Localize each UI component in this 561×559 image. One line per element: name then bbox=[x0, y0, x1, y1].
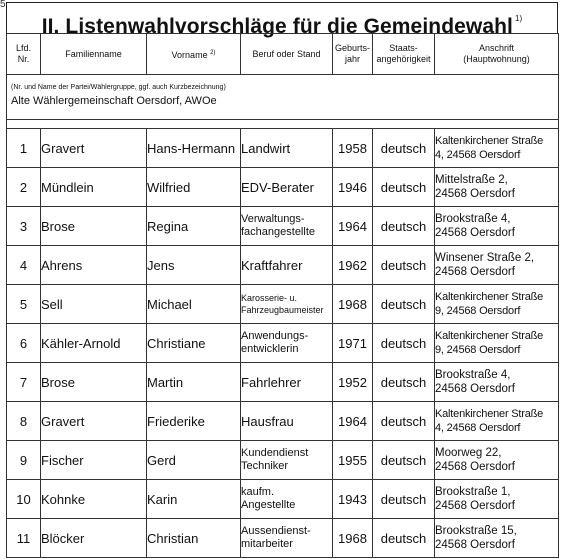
cell-familienname: Blöcker bbox=[41, 519, 147, 558]
cell-vorname: Martin bbox=[147, 363, 241, 402]
corner-mark: 5 bbox=[0, 0, 6, 10]
header-anschrift: Anschrift (Hauptwohnung) bbox=[435, 34, 559, 75]
cell-familienname: Kohnke bbox=[41, 480, 147, 519]
header-vorname: Vorname $^{2)}$ bbox=[147, 34, 241, 75]
cell-vorname: Friederike bbox=[147, 402, 241, 441]
table-row bbox=[7, 246, 559, 285]
cell-anschrift: Brookstraße 1, 24568 Oersdorf bbox=[435, 480, 559, 519]
cell-nr: 3 bbox=[7, 207, 41, 246]
candidate-table bbox=[6, 33, 559, 558]
header-lfd-nr: Lfd. Nr. bbox=[7, 34, 41, 75]
cell-staatsangehoerigkeit: deutsch bbox=[373, 168, 435, 207]
cell-geburtsjahr: 1958 bbox=[333, 129, 373, 168]
cell-vorname: Jens bbox=[147, 246, 241, 285]
table-row bbox=[7, 285, 559, 324]
cell-staatsangehoerigkeit: deutsch bbox=[373, 129, 435, 168]
cell-nr: 9 bbox=[7, 441, 41, 480]
cell-vorname: Wilfried bbox=[147, 168, 241, 207]
cell-beruf: Kundendienst Techniker bbox=[241, 441, 333, 480]
party-cell bbox=[7, 75, 559, 120]
cell-staatsangehoerigkeit: deutsch bbox=[373, 441, 435, 480]
cell-beruf: Karosserie- u. Fahrzeugbaumeister bbox=[241, 285, 333, 324]
cell-staatsangehoerigkeit: deutsch bbox=[373, 519, 435, 558]
cell-vorname: Gerd bbox=[147, 441, 241, 480]
header-geburtsjahr: Geburts- jahr bbox=[333, 34, 373, 75]
table-row bbox=[7, 363, 559, 402]
cell-anschrift: Kaltenkirchener Straße 4, 24568 Oersdorf bbox=[435, 129, 559, 168]
cell-anschrift: Kaltenkirchener Straße 9, 24568 Oersdorf bbox=[435, 324, 559, 363]
cell-geburtsjahr: 1943 bbox=[333, 480, 373, 519]
cell-beruf: Anwendungs- entwicklerin bbox=[241, 324, 333, 363]
spacer-row bbox=[7, 120, 559, 129]
cell-nr: 4 bbox=[7, 246, 41, 285]
cell-geburtsjahr: 1968 bbox=[333, 285, 373, 324]
table-row bbox=[7, 441, 559, 480]
cell-staatsangehoerigkeit: deutsch bbox=[373, 285, 435, 324]
party-hint: (Nr. und Name der Partei/Wählergruppe, ggf. auch Kurzbezeichnung) bbox=[11, 84, 226, 91]
cell-staatsangehoerigkeit: deutsch bbox=[373, 480, 435, 519]
cell-vorname: Christian bbox=[147, 519, 241, 558]
party-name: Alte Wählergemeinschaft Oersdorf, AWOe bbox=[11, 95, 217, 107]
cell-familienname: Fischer bbox=[41, 441, 147, 480]
cell-anschrift: Brookstraße 4, 24568 Oersdorf bbox=[435, 363, 559, 402]
cell-geburtsjahr: 1964 bbox=[333, 402, 373, 441]
cell-geburtsjahr: 1952 bbox=[333, 363, 373, 402]
cell-beruf: Landwirt bbox=[241, 129, 333, 168]
cell-beruf: Aussendienst- mitarbeiter bbox=[241, 519, 333, 558]
cell-anschrift: Winsener Straße 2, 24568 Oersdorf bbox=[435, 246, 559, 285]
cell-nr: 5 bbox=[7, 285, 41, 324]
table-row bbox=[7, 168, 559, 207]
cell-familienname: Gravert bbox=[41, 129, 147, 168]
table-row bbox=[7, 207, 559, 246]
party-row bbox=[7, 75, 559, 120]
header-beruf: Beruf oder Stand bbox=[241, 34, 333, 75]
cell-familienname: Brose bbox=[41, 207, 147, 246]
cell-nr: 8 bbox=[7, 402, 41, 441]
cell-familienname: Sell bbox=[41, 285, 147, 324]
cell-vorname: Christiane bbox=[147, 324, 241, 363]
header-staatsangehoerigkeit: Staats- angehörigkeit bbox=[373, 34, 435, 75]
cell-beruf: Hausfrau bbox=[241, 402, 333, 441]
cell-beruf: kaufm. Angestellte bbox=[241, 480, 333, 519]
cell-nr: 10 bbox=[7, 480, 41, 519]
cell-anschrift: Moorweg 22, 24568 Oersdorf bbox=[435, 441, 559, 480]
cell-familienname: Mündlein bbox=[41, 168, 147, 207]
cell-beruf: Verwaltungs- fachangestellte bbox=[241, 207, 333, 246]
table-row bbox=[7, 480, 559, 519]
table-row bbox=[7, 324, 559, 363]
cell-staatsangehoerigkeit: deutsch bbox=[373, 402, 435, 441]
cell-geburtsjahr: 1946 bbox=[333, 168, 373, 207]
cell-anschrift: Brookstraße 15, 24568 Oersdorf bbox=[435, 519, 559, 558]
cell-staatsangehoerigkeit: deutsch bbox=[373, 207, 435, 246]
cell-nr: 7 bbox=[7, 363, 41, 402]
cell-anschrift: Mittelstraße 2, 24568 Oersdorf bbox=[435, 168, 559, 207]
cell-geburtsjahr: 1962 bbox=[333, 246, 373, 285]
cell-vorname: Michael bbox=[147, 285, 241, 324]
cell-nr: 1 bbox=[7, 129, 41, 168]
cell-beruf: Fahrlehrer bbox=[241, 363, 333, 402]
table-row bbox=[7, 402, 559, 441]
title-footnote: 1) bbox=[514, 14, 523, 23]
cell-anschrift: Kaltenkirchener Straße 9, 24568 Oersdorf bbox=[435, 285, 559, 324]
cell-beruf: EDV-Berater bbox=[241, 168, 333, 207]
cell-vorname: Karin bbox=[147, 480, 241, 519]
cell-staatsangehoerigkeit: deutsch bbox=[373, 363, 435, 402]
cell-familienname: Ahrens bbox=[41, 246, 147, 285]
cell-nr: 2 bbox=[7, 168, 41, 207]
header-row bbox=[7, 34, 559, 75]
cell-vorname: Hans-Hermann bbox=[147, 129, 241, 168]
cell-vorname: Regina bbox=[147, 207, 241, 246]
cell-anschrift: Brookstraße 4, 24568 Oersdorf bbox=[435, 207, 559, 246]
page-title-text: II. Listenwahlvorschläge für die Gemeindewahl bbox=[41, 15, 513, 38]
cell-nr: 11 bbox=[7, 519, 41, 558]
cell-geburtsjahr: 1955 bbox=[333, 441, 373, 480]
cell-staatsangehoerigkeit: deutsch bbox=[373, 246, 435, 285]
table-row bbox=[7, 129, 559, 168]
cell-geburtsjahr: 1971 bbox=[333, 324, 373, 363]
cell-geburtsjahr: 1968 bbox=[333, 519, 373, 558]
cell-nr: 6 bbox=[7, 324, 41, 363]
cell-staatsangehoerigkeit: deutsch bbox=[373, 324, 435, 363]
cell-familienname: Brose bbox=[41, 363, 147, 402]
cell-anschrift: Kaltenkirchener Straße 4, 24568 Oersdorf bbox=[435, 402, 559, 441]
cell-geburtsjahr: 1964 bbox=[333, 207, 373, 246]
cell-familienname: Kähler-Arnold bbox=[41, 324, 147, 363]
table-row bbox=[7, 519, 559, 558]
cell-familienname: Gravert bbox=[41, 402, 147, 441]
header-familienname: Familienname bbox=[41, 34, 147, 75]
title-box bbox=[6, 2, 558, 38]
cell-beruf: Kraftfahrer bbox=[241, 246, 333, 285]
